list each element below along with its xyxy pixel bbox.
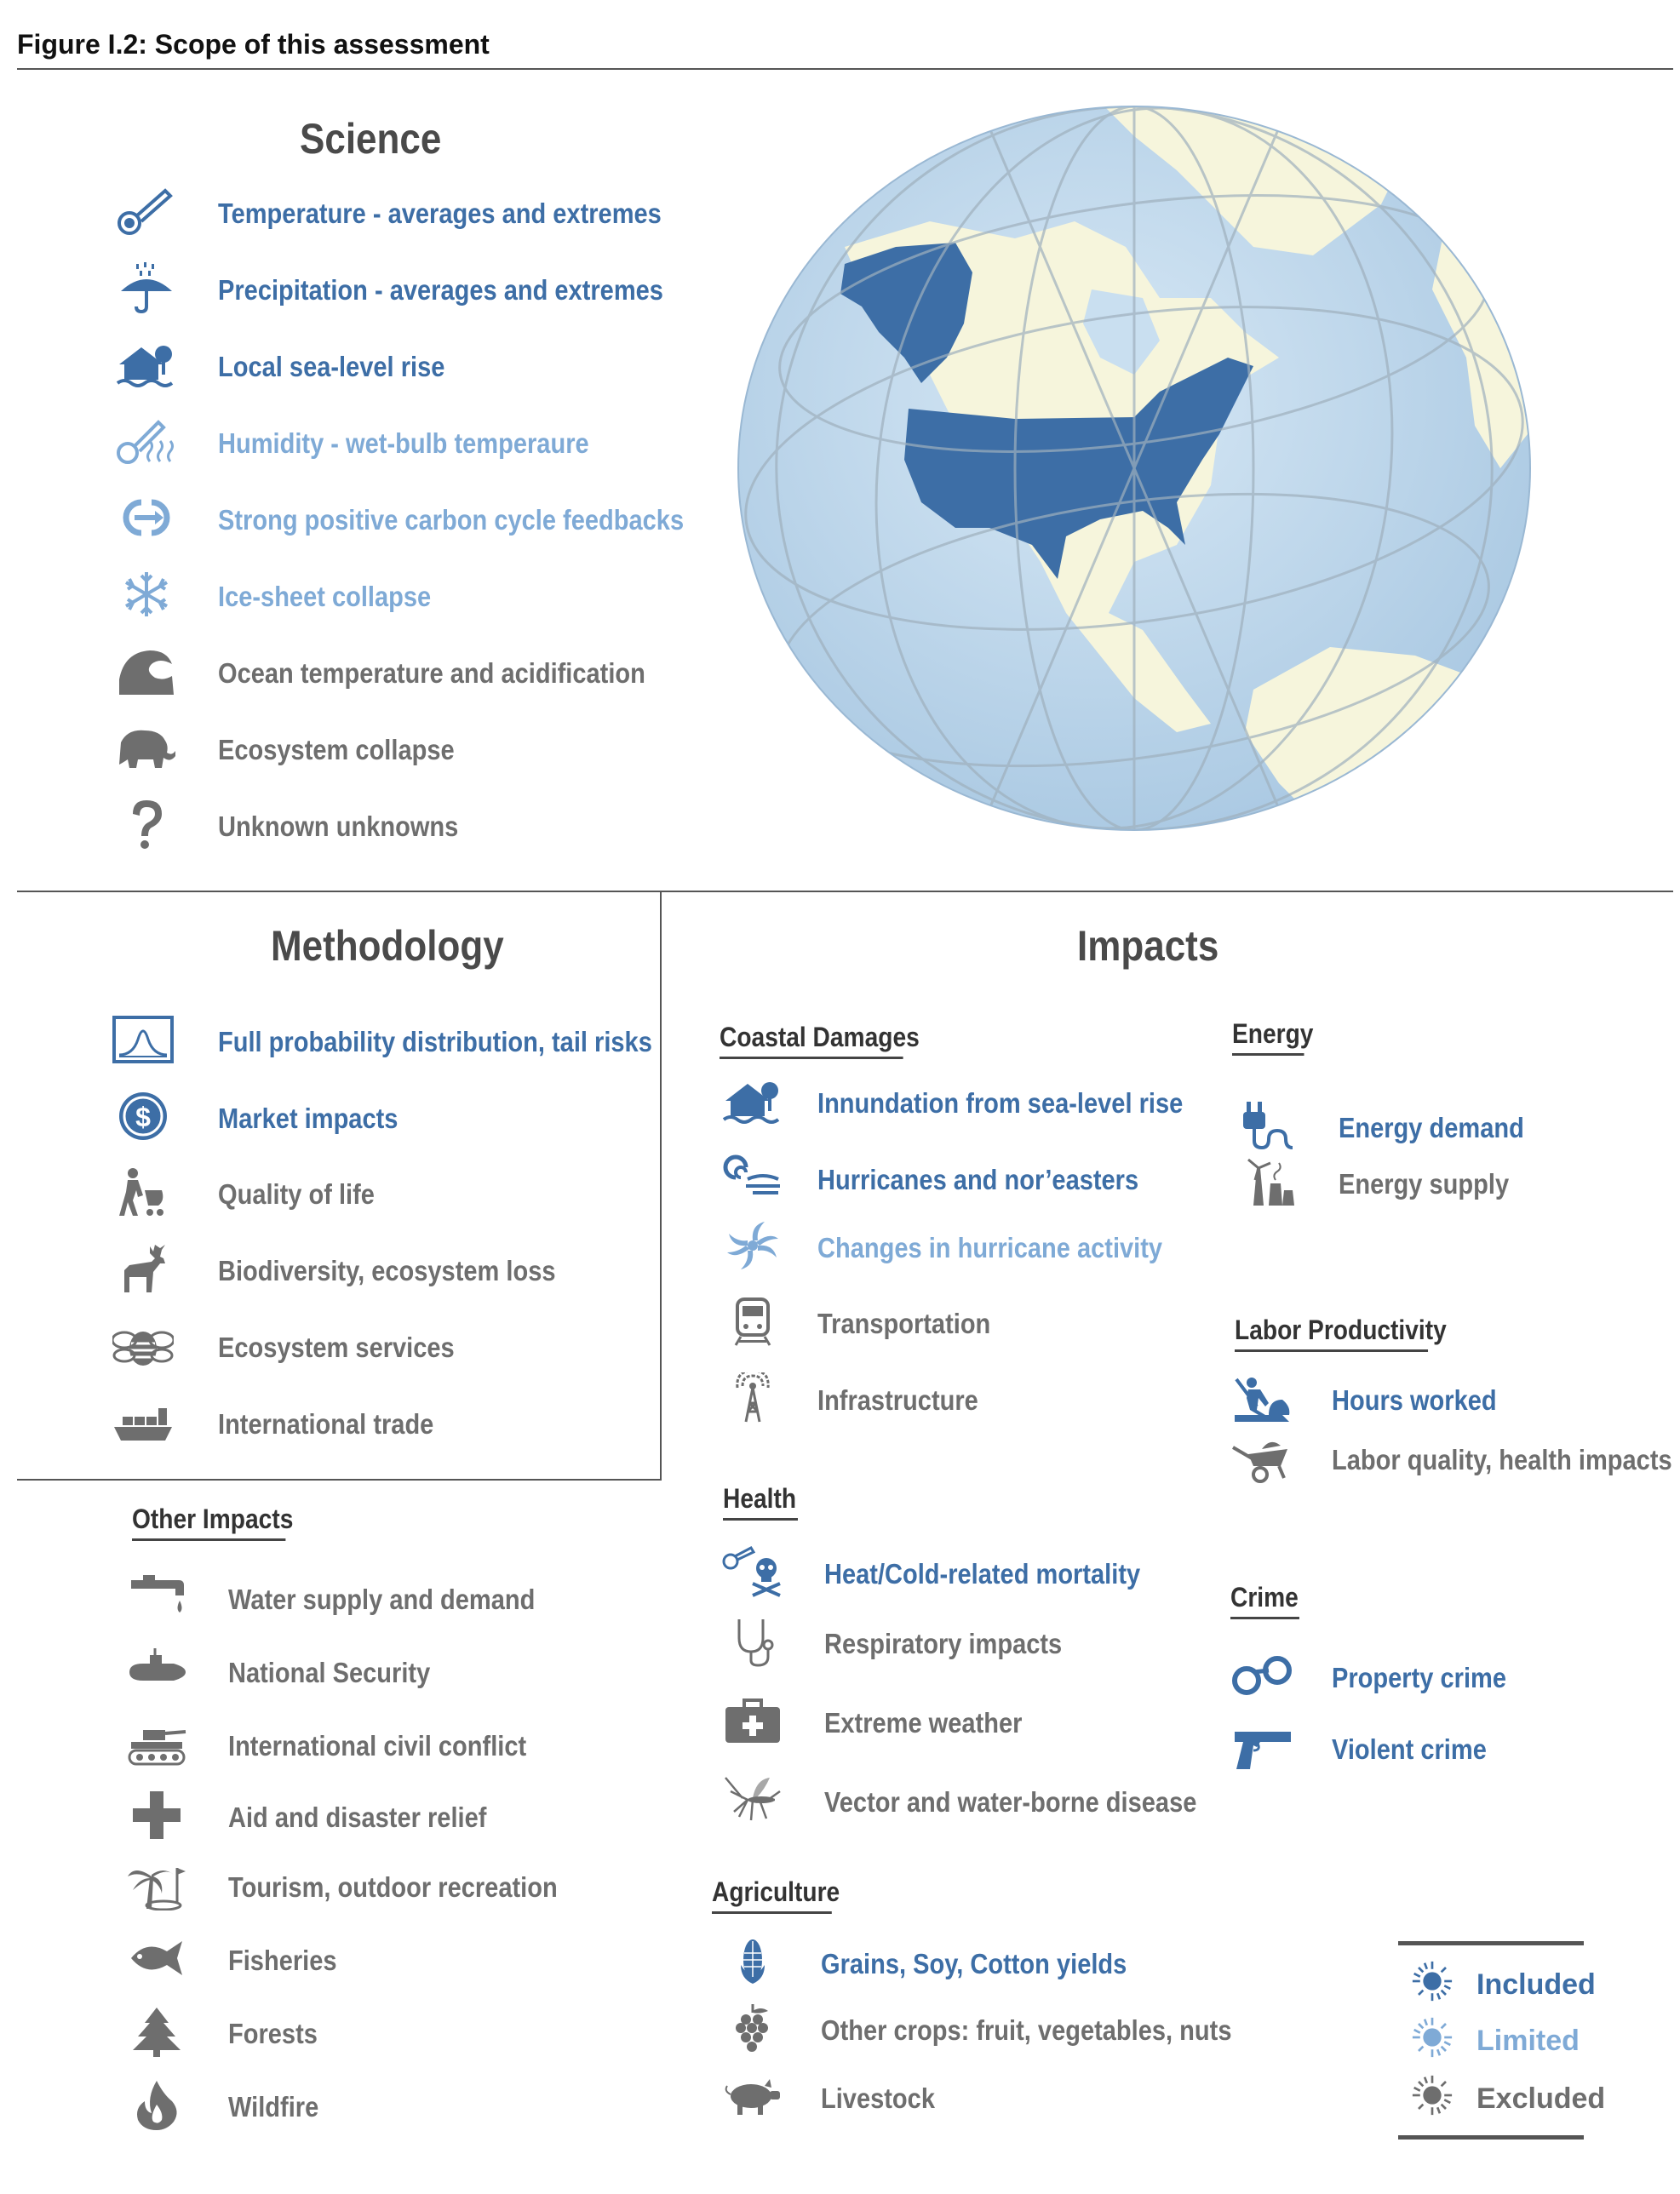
storm-wind-icon [722,1152,783,1203]
radio-tower-icon [722,1372,783,1424]
other-item-label: Forests [228,2018,318,2049]
labor-item-label: Labor quality, health impacts [1332,1444,1672,1475]
agriculture-item-label: Other crops: fruit, vegetables, nuts [821,2014,1232,2046]
parent-stroller-icon [112,1166,174,1217]
methodology-item-label: Biodiversity, ecosystem loss [218,1255,556,1286]
pistol-icon [1231,1721,1293,1773]
science-item-label: Unknown unknowns [218,811,459,842]
coastal-item-label: Changes in hurricane activity [817,1232,1163,1263]
flooded-house-icon [116,339,177,390]
science-title: Science [300,115,442,163]
methodology-item-label: International trade [218,1408,434,1440]
science-item-label: Ecosystem collapse [218,734,455,765]
deer-icon [112,1243,174,1294]
distribution-chart-icon [112,1014,174,1065]
south-america-shape [1245,647,1534,834]
other-item-label: Wildfire [228,2091,319,2122]
health-item-label: Vector and water-borne disease [824,1786,1197,1818]
stethoscope-icon [722,1616,783,1667]
wave-icon [116,645,177,696]
labor-heading: Labor Productivity [1235,1315,1428,1352]
methodology-box-right [660,891,662,1480]
health-item-label: Heat/Cold-related mortality [824,1558,1141,1590]
train-icon [722,1296,783,1347]
middle-rule [17,891,1673,892]
coastal-item-label: Infrastructure [817,1384,978,1416]
thermometer-icon [116,186,177,237]
power-plug-icon [1236,1100,1298,1151]
palm-golf-icon [126,1859,187,1910]
humidity-thermometer-icon [116,415,177,467]
crime-heading: Crime [1230,1582,1299,1619]
submarine-icon [126,1645,187,1696]
svg-text:$: $ [135,1102,151,1132]
crime-item-label: Property crime [1332,1662,1506,1693]
energy-heading: Energy [1232,1018,1304,1056]
coastal-item-label: Hurricanes and nor’easters [817,1164,1139,1195]
coastal-item-label: Transportation [817,1308,991,1339]
methodology-box-bottom [17,1479,662,1481]
legend-top-rule [1398,1941,1584,1945]
crime-item-label: Violent crime [1332,1733,1487,1765]
faucet-icon [126,1572,187,1623]
grapes-icon [722,2002,783,2054]
science-item-label: Humidity - wet-bulb temperaure [218,427,589,459]
worker-sign-icon [1231,1372,1293,1424]
top-rule [17,68,1673,70]
agriculture-item-label: Livestock [821,2082,935,2114]
science-item-label: Strong positive carbon cycle feedbacks [218,504,685,536]
snowflake-icon [116,569,177,620]
health-item-label: Respiratory impacts [824,1628,1063,1659]
methodology-title: Methodology [271,922,504,970]
hurricane-icon [722,1220,783,1271]
tree-icon [126,2006,187,2057]
mammoth-icon [116,722,177,773]
other-item-label: Water supply and demand [228,1584,536,1615]
legend-excluded-label: Excluded [1476,2082,1606,2115]
handcuffs-icon [1231,1650,1293,1701]
cross-icon [126,1790,187,1841]
science-item-label: Temperature - averages and extremes [218,198,662,229]
carbon-cycle-icon [116,492,177,543]
cargo-ship-icon [112,1396,174,1447]
legend-excluded-sun-icon [1405,2072,1459,2118]
energy-item-label: Energy supply [1339,1168,1510,1200]
figure-title: Figure I.2: Scope of this assessment [17,29,490,60]
mosquito-icon [722,1774,783,1825]
globe-map [734,102,1534,834]
bee-icon [112,1320,174,1371]
agriculture-heading: Agriculture [712,1876,832,1914]
methodology-item-label: Full probability distribution, tail risks [218,1026,652,1057]
energy-item-label: Energy demand [1339,1112,1524,1143]
dollar-coin-icon [112,1091,174,1142]
other-item-label: International civil conflict [228,1730,527,1762]
labor-item-label: Hours worked [1332,1384,1497,1416]
agriculture-item-label: Grains, Soy, Cotton yields [821,1948,1127,1979]
legend-included-label: Included [1476,1968,1596,2001]
fire-icon [126,2079,187,2130]
health-item-label: Extreme weather [824,1707,1023,1739]
question-mark-icon [116,799,177,850]
tank-icon [126,1718,187,1769]
methodology-item-label: Ecosystem services [218,1332,455,1363]
methodology-item-label: Quality of life [218,1178,375,1210]
science-item-label: Ice-sheet collapse [218,581,432,612]
other-item-label: National Security [228,1657,431,1688]
wheelbarrow-icon [1231,1432,1293,1483]
flooded-house-icon [722,1075,783,1126]
skull-thermometer-icon [722,1546,783,1597]
science-item-label: Local sea-level rise [218,351,445,382]
corn-icon [722,1936,783,1987]
legend-included-sun-icon [1405,1958,1459,2004]
science-item-label: Ocean temperature and acidification [218,657,645,689]
other-item-label: Tourism, outdoor recreation [228,1871,558,1903]
first-aid-kit-icon [722,1695,783,1746]
other-item-label: Aid and disaster relief [228,1802,487,1833]
legend-bottom-rule [1398,2135,1584,2140]
methodology-item-label: Market impacts [218,1103,398,1134]
power-plant-icon [1236,1156,1298,1207]
coastal-item-label: Innundation from sea-level rise [817,1087,1184,1119]
fish-icon [126,1933,187,1984]
umbrella-rain-icon [116,262,177,313]
coastal-heading: Coastal Damages [720,1022,903,1059]
pig-icon [722,2071,783,2122]
other-impacts-heading: Other Impacts [132,1504,285,1541]
legend-limited-sun-icon [1405,2014,1459,2060]
science-item-label: Precipitation - averages and extremes [218,274,663,306]
legend-limited-label: Limited [1476,2025,1580,2057]
other-item-label: Fisheries [228,1945,337,1976]
impacts-title: Impacts [1077,922,1219,970]
health-heading: Health [723,1483,798,1521]
